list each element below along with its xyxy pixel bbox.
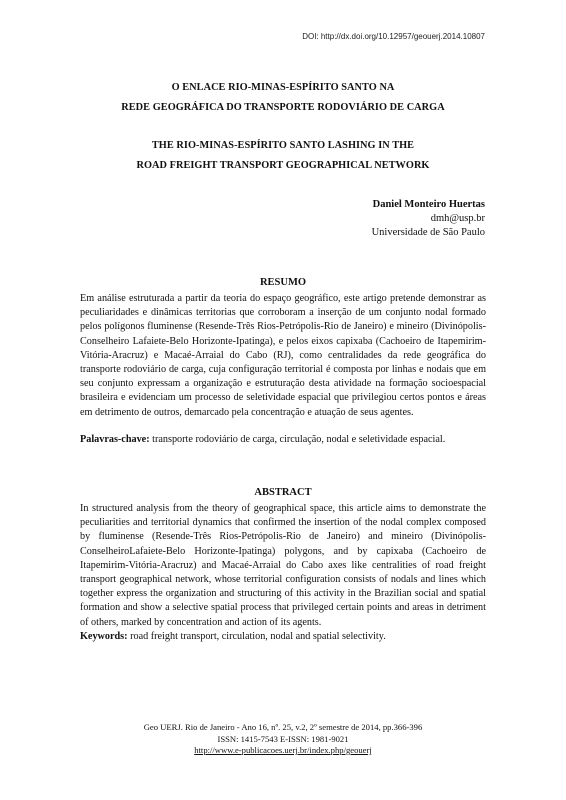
author-name: Daniel Monteiro Huertas [372, 199, 485, 210]
abstract-heading: ABSTRACT [254, 487, 312, 498]
resumo-keywords-label: Palavras-chave: [80, 434, 150, 445]
title-pt-line-2: REDE GEOGRÁFICA DO TRANSPORTE RODOVIÁRIO DE CARGA [121, 101, 445, 113]
title-pt-line-1: O ENLACE RIO-MINAS-ESPÍRITO SANTO NA [171, 82, 395, 93]
abstract-keywords-label: Keywords: [80, 631, 128, 642]
author-affiliation: Universidade de São Paulo [371, 227, 485, 238]
title-en-line-2: ROAD FREIGHT TRANSPORT GEOGRAPHICAL NETWORK [136, 159, 430, 171]
page-footer [80, 722, 486, 757]
title-english [80, 136, 486, 175]
footer-issn: ISSN: 1415-7543 E-ISSN: 1981-9021 [217, 733, 349, 744]
footer-url-link[interactable]: http://www.e-publicacoes.uerj.br/index.php/geouerj [194, 745, 372, 755]
resumo-keywords [80, 433, 486, 447]
title-portuguese [80, 78, 486, 117]
title-en-line-1: THE RIO-MINAS-ESPÍRITO SANTO LASHING IN THE [151, 140, 415, 151]
footer-citation: Geo UERJ. Rio de Janeiro - Ano 16, nº. 25, v.2, 2º semestre de 2014, pp.366-396 [143, 722, 423, 732]
abstract-text: In structured analysis from the theory of geographical space, this article aims to demonstrate the peculiarities and territorial dynamics that confirmed the insertion of the nodal complex composed by fluminense (Resende-Três Rios-Petrópolis-Rio de Janeiro) and mineiro (Divinópolis-ConselheiroLafaiete-Belo Horizonte-Ipatinga) polygons, and by capixaba (Cachoeiro de Itapemirim-Vitória-Aracruz) and Macaé-Arraial do Cabo axes like centralities of road freight transport geographical network, whose territorial configuration consists of nodals and lines which together express the organization and structuring of this activity in the Brazilian social and spatial formation and show a selective spatial process that privileged certain points and areas in detriment of others, marked by concentration and action of its agents. [80, 503, 486, 628]
abstract-keywords [80, 630, 486, 644]
abstract-keywords-list: road freight transport, circulation, nodal and spatial selectivity. [130, 631, 386, 642]
author-email[interactable]: dmh@usp.br [430, 213, 485, 224]
resumo-text: Em análise estruturada a partir da teoria do espaço geográfico, este artigo pretende demonstrar as peculiaridades e dinâmicas territorias que corroboram a inserção de um conjunto nodal formado pelos polígonos fluminense (Resende-Três Rios-Petrópolis-Rio de Janeiro) e mineiro (Divinópolis-Conselheiro Lafaiete-Belo Horizonte-Ipatinga), e pelos eixos capixaba (Cachoeiro de Itapemirim-Vitória-Aracruz) e Macaé-Arraial do Cabo (RJ), como centralidades da rede geográfica do transporte rodoviário de carga, cuja configuração territorial é composta por linhas e nodais que em seu conjunto expressam a organização e estruturação desta atividade na formação socioespacial brasileira e evidenciam um processo de seletividade espacial que privilegiou certos pontos e áreas em detrimento de outros, demarcado pela concentração e atuação de seus agentes. [80, 293, 486, 418]
doi-link[interactable]: DOI: http://dx.doi.org/10.12957/geouerj.2014.10807 [302, 32, 485, 41]
resumo-heading: RESUMO [259, 277, 307, 288]
author-block [372, 198, 485, 240]
resumo-keywords-list: transporte rodoviário de carga, circulação, nodal e seletividade espacial. [152, 434, 446, 445]
